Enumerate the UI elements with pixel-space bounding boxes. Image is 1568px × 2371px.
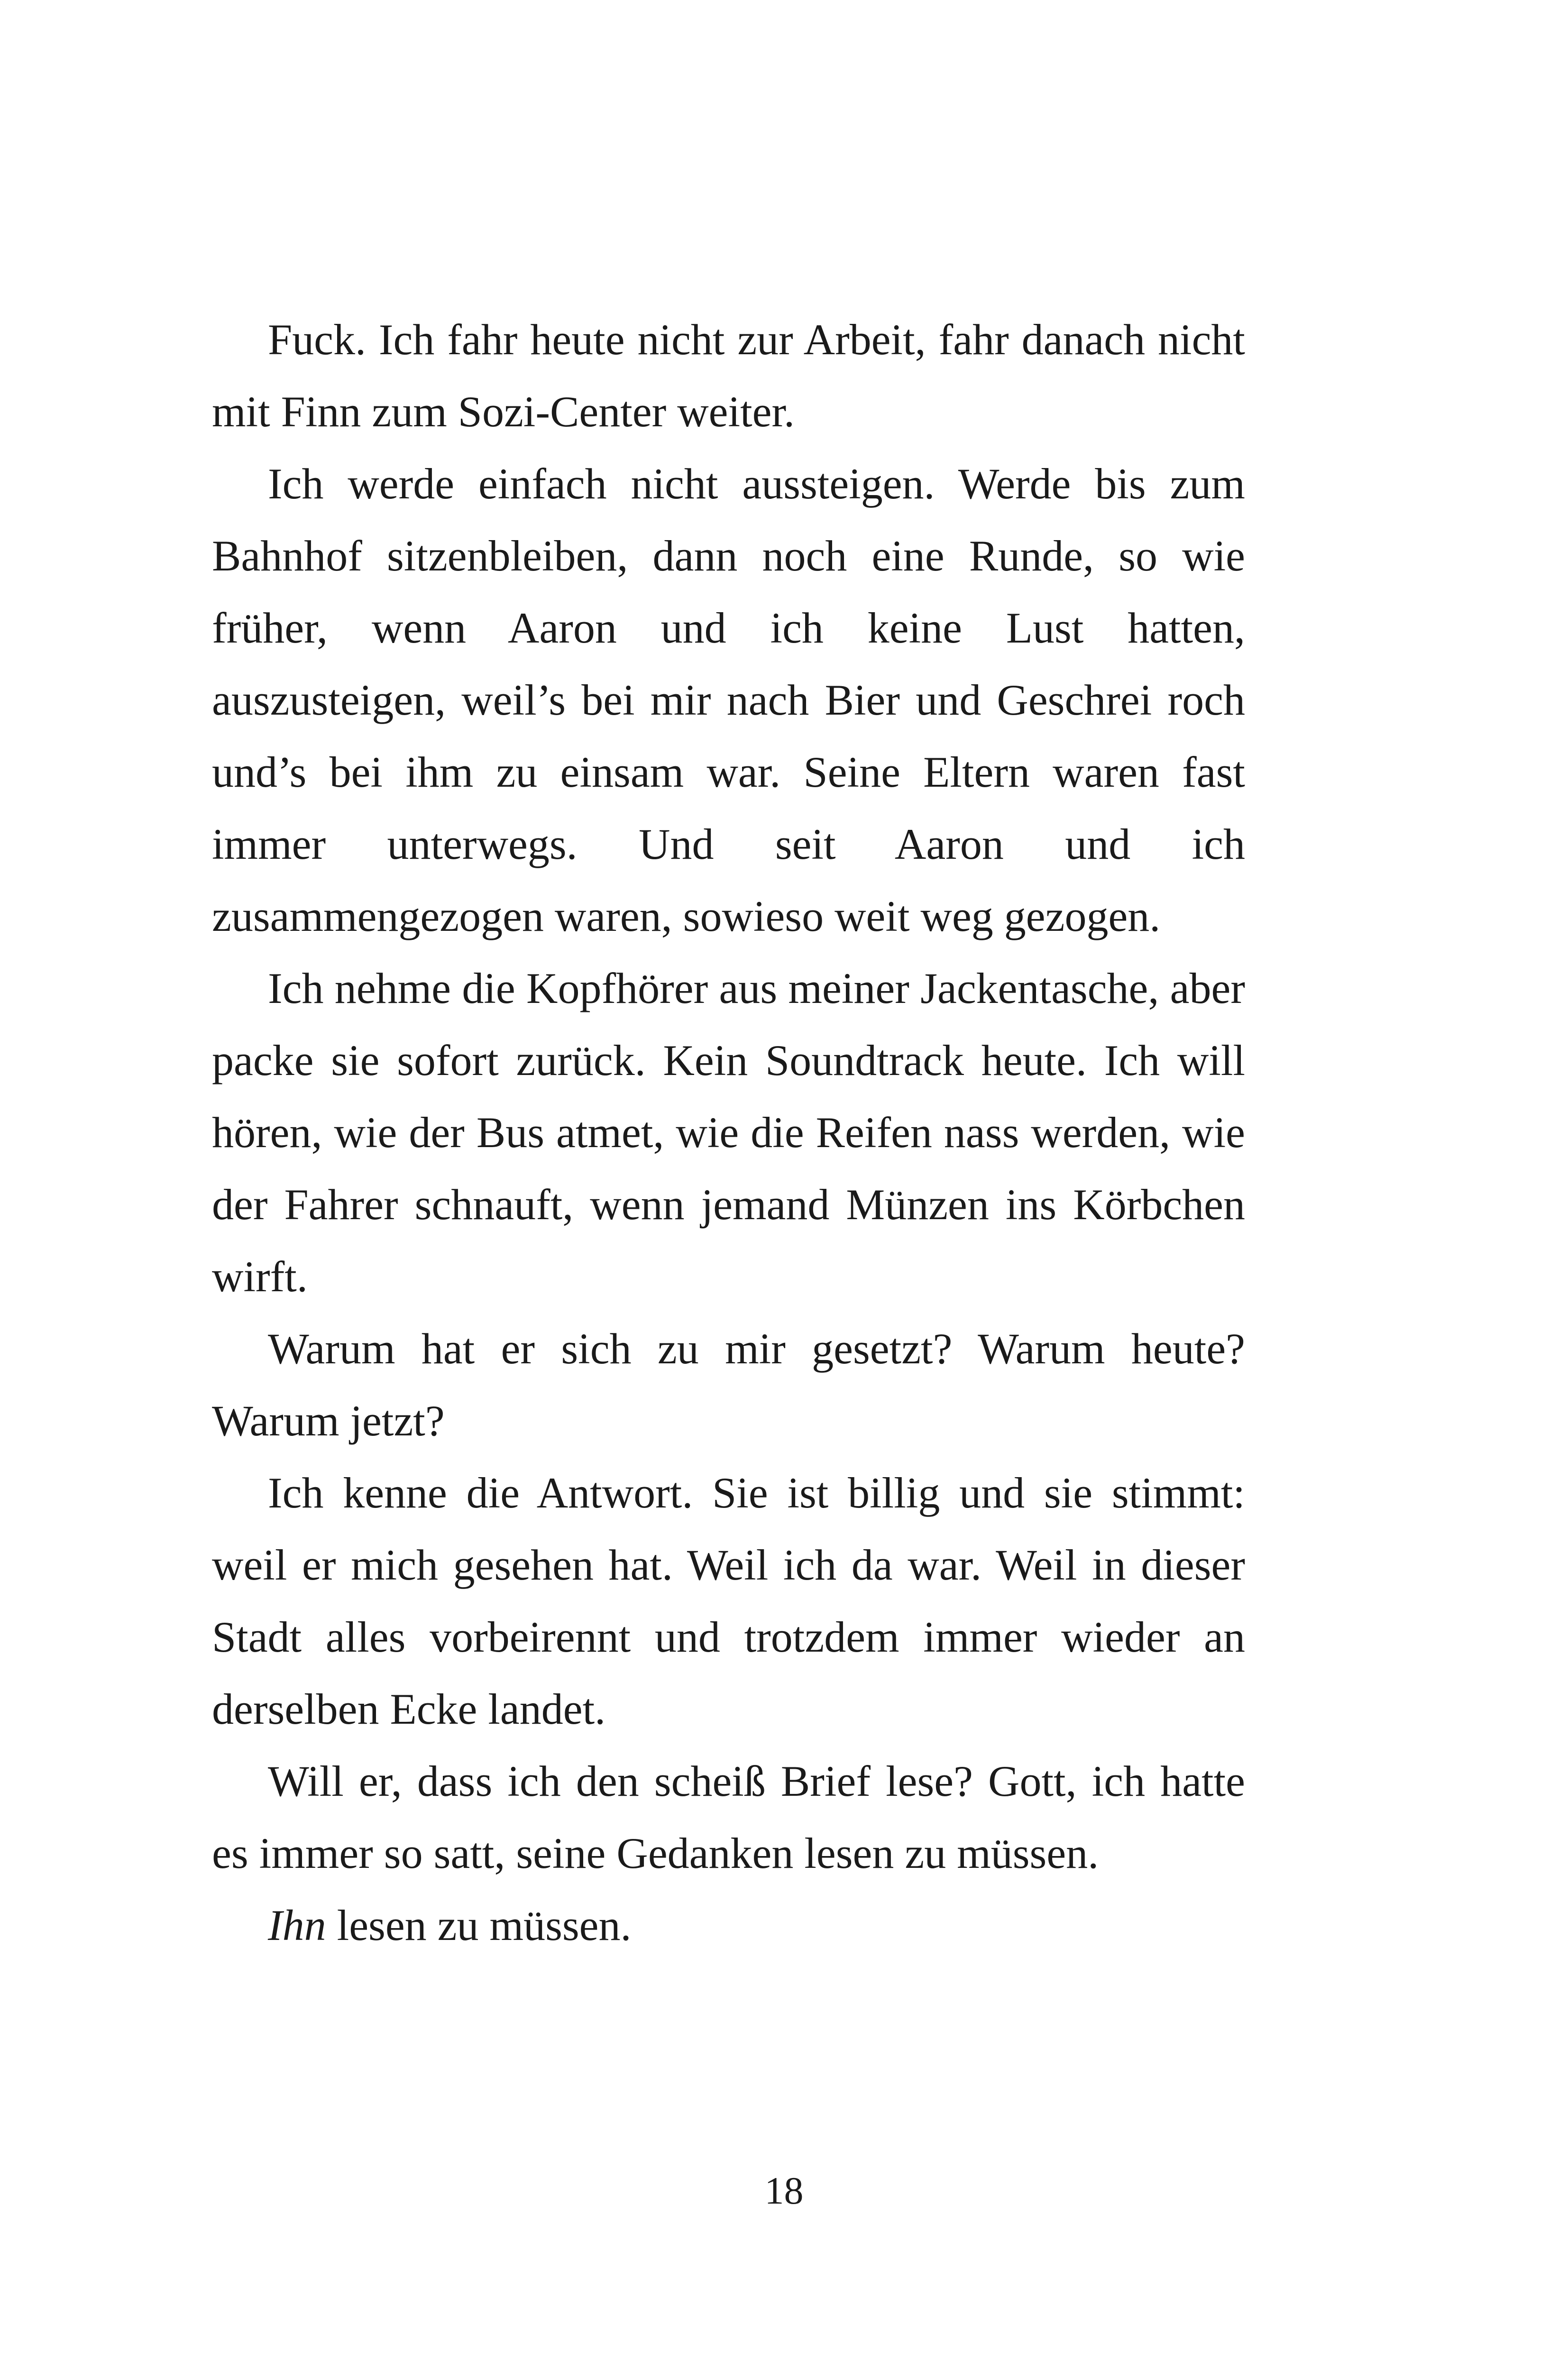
- paragraph-5: Ich kenne die Antwort. Sie ist billig und sie stimmt: weil er mich gesehen hat. Weil ich da war. Weil in dieser Stadt alles vorbeirennt und trotzdem immer wieder an derselben Ecke landet.: [212, 1469, 1245, 1733]
- body-text: [212, 303, 1245, 1961]
- paragraph-1: Fuck. Ich fahr heute nicht zur Arbeit, fahr danach nicht mit Finn zum Sozi-Center weiter.: [212, 315, 1245, 436]
- emphasized-word: Ihn: [268, 1901, 326, 1949]
- page-number: 18: [764, 2169, 804, 2212]
- paragraph-6: Will er, dass ich den scheiß Brief lese? Gott, ich hatte es immer so satt, seine Gedanken lesen zu müssen.: [212, 1757, 1245, 1877]
- paragraph-3: Ich nehme die Kopfhörer aus meiner Jackentasche, aber packe sie sofort zurück. Kein Soundtrack heute. Ich will hören, wie der Bus atmet, wie die Reifen nass werden, wie der Fahrer schnauft, wenn jemand Münzen ins Körbchen wirft.: [212, 964, 1245, 1301]
- paragraph-2: Ich werde einfach nicht aussteigen. Werde bis zum Bahnhof sitzenbleiben, dann noch eine Runde, so wie früher, wenn Aaron und ich keine Lust hatten, auszusteigen, weil’s bei mir nach Bier und Geschrei roch und’s bei ihm zu einsam war. Seine Eltern waren fast immer unterwegs. Und seit Aaron und ich zusammengezogen waren, sowieso weit weg gezogen.: [212, 459, 1245, 940]
- paragraph-7: [212, 1889, 1245, 1961]
- paragraph-7-rest: lesen zu müssen.: [326, 1901, 632, 1949]
- paragraph-4: Warum hat er sich zu mir gesetzt? Warum heute? Warum jetzt?: [212, 1324, 1245, 1445]
